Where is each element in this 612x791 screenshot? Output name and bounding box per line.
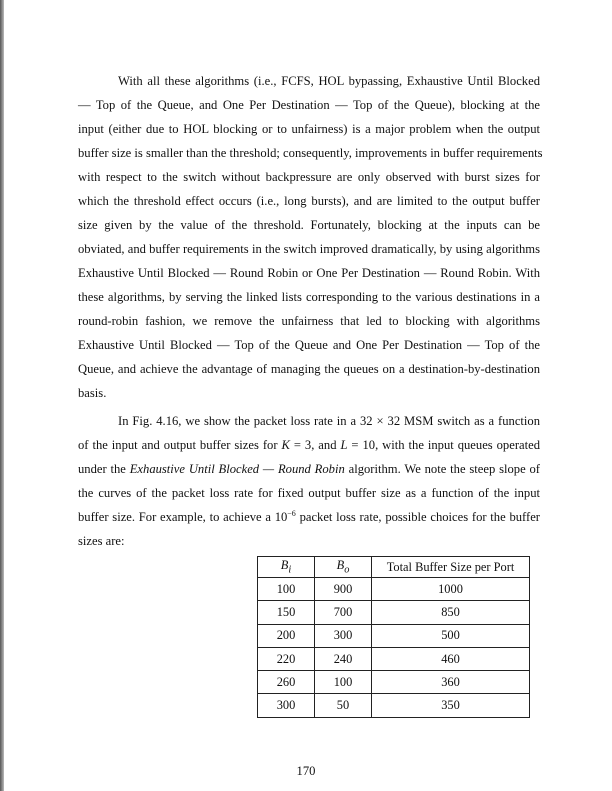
text-line [78, 437, 540, 453]
table-cell: 100 [315, 671, 372, 694]
text-span: under the [78, 462, 130, 476]
exponent: −6 [287, 509, 296, 518]
text-span: algorithm. We note the steep slope of [344, 462, 540, 476]
table-cell: 220 [258, 647, 315, 670]
text-span: of the input and output buffer sizes for [78, 438, 282, 452]
header-symbol: B [280, 558, 289, 573]
table-row [258, 694, 530, 717]
text-line: With all these algorithms (i.e., FCFS, HOL bypassing, Exhaustive Until Blocked [118, 74, 540, 88]
math-l: L [340, 438, 348, 452]
header-total: Total Buffer Size per Port [372, 557, 530, 578]
text-line: size given by the value of the threshold. Fortunately, blocking at the inputs can be [78, 218, 540, 232]
table-row [258, 601, 530, 624]
header-subscript: i [288, 564, 292, 576]
text-span: = 3, and [289, 438, 341, 452]
table-header-row [258, 557, 530, 578]
table-row [258, 647, 530, 670]
table-cell: 300 [258, 694, 315, 717]
math-k: K [281, 438, 290, 452]
page-number: 170 [296, 764, 316, 778]
text-span: = 10, with the input queues operated [347, 438, 540, 452]
table-cell: 900 [315, 578, 372, 601]
text-line: with respect to the switch without backpressure are only observed with burst sizes for [78, 170, 540, 184]
table-cell: 50 [315, 694, 372, 717]
table-cell: 360 [372, 671, 530, 694]
text-line: buffer size is smaller than the threshold; consequently, improvements in buffer requirements [78, 146, 543, 160]
text-line: round-robin fashion, we remove the unfairness that led to blocking with algorithms [78, 314, 540, 328]
table-cell: 300 [315, 624, 372, 647]
scan-edge [0, 0, 4, 791]
table-cell: 500 [372, 624, 530, 647]
text-line: sizes are: [78, 534, 125, 548]
table-row [258, 671, 530, 694]
table-row [258, 578, 530, 601]
table-row [258, 624, 530, 647]
text-line: basis. [78, 386, 107, 400]
text-line [78, 461, 540, 477]
table-cell: 850 [372, 601, 530, 624]
text-line: the curves of the packet loss rate for fixed output buffer size as a function of the input [78, 486, 540, 500]
table-cell: 200 [258, 624, 315, 647]
text-line: Queue, and achieve the advantage of managing the queues on a destination-by-destination [78, 362, 540, 376]
header-subscript: o [344, 564, 350, 576]
table-cell: 350 [372, 694, 530, 717]
header-symbol: B [336, 558, 345, 573]
text-line [78, 509, 540, 525]
table-cell: 460 [372, 647, 530, 670]
table-cell: 700 [315, 601, 372, 624]
text-line: these algorithms, by serving the linked lists corresponding to the various destinations in a [78, 290, 540, 304]
table-cell: 260 [258, 671, 315, 694]
header-bo [315, 557, 372, 578]
header-bi [258, 557, 315, 578]
table-cell: 1000 [372, 578, 530, 601]
text-line: Exhaustive Until Blocked — Top of the Queue and One Per Destination — Top of the [78, 338, 540, 352]
text-span: packet loss rate, possible choices for the buffer [295, 510, 540, 524]
table-cell: 100 [258, 578, 315, 601]
text-line: In Fig. 4.16, we show the packet loss rate in a 32 × 32 MSM switch as a function [118, 414, 540, 428]
table-cell: 240 [315, 647, 372, 670]
text-line: obviated, and buffer requirements in the switch improved dramatically, by using algorithms [78, 242, 540, 256]
text-line: input (either due to HOL blocking or to unfairness) is a major problem when the output [78, 122, 540, 136]
text-span: buffer size. For example, to achieve a 10 [78, 510, 288, 524]
text-line: which the threshold effect occurs (i.e., long bursts), and are limited to the output buffer [78, 194, 540, 208]
buffer-size-table [257, 556, 530, 718]
table-cell: 150 [258, 601, 315, 624]
algorithm-name: Exhaustive Until Blocked — Round Robin [129, 462, 345, 476]
text-line: Exhaustive Until Blocked — Round Robin or One Per Destination — Round Robin. With [78, 266, 540, 280]
text-line: — Top of the Queue, and One Per Destination — Top of the Queue), blocking at the [78, 98, 540, 112]
